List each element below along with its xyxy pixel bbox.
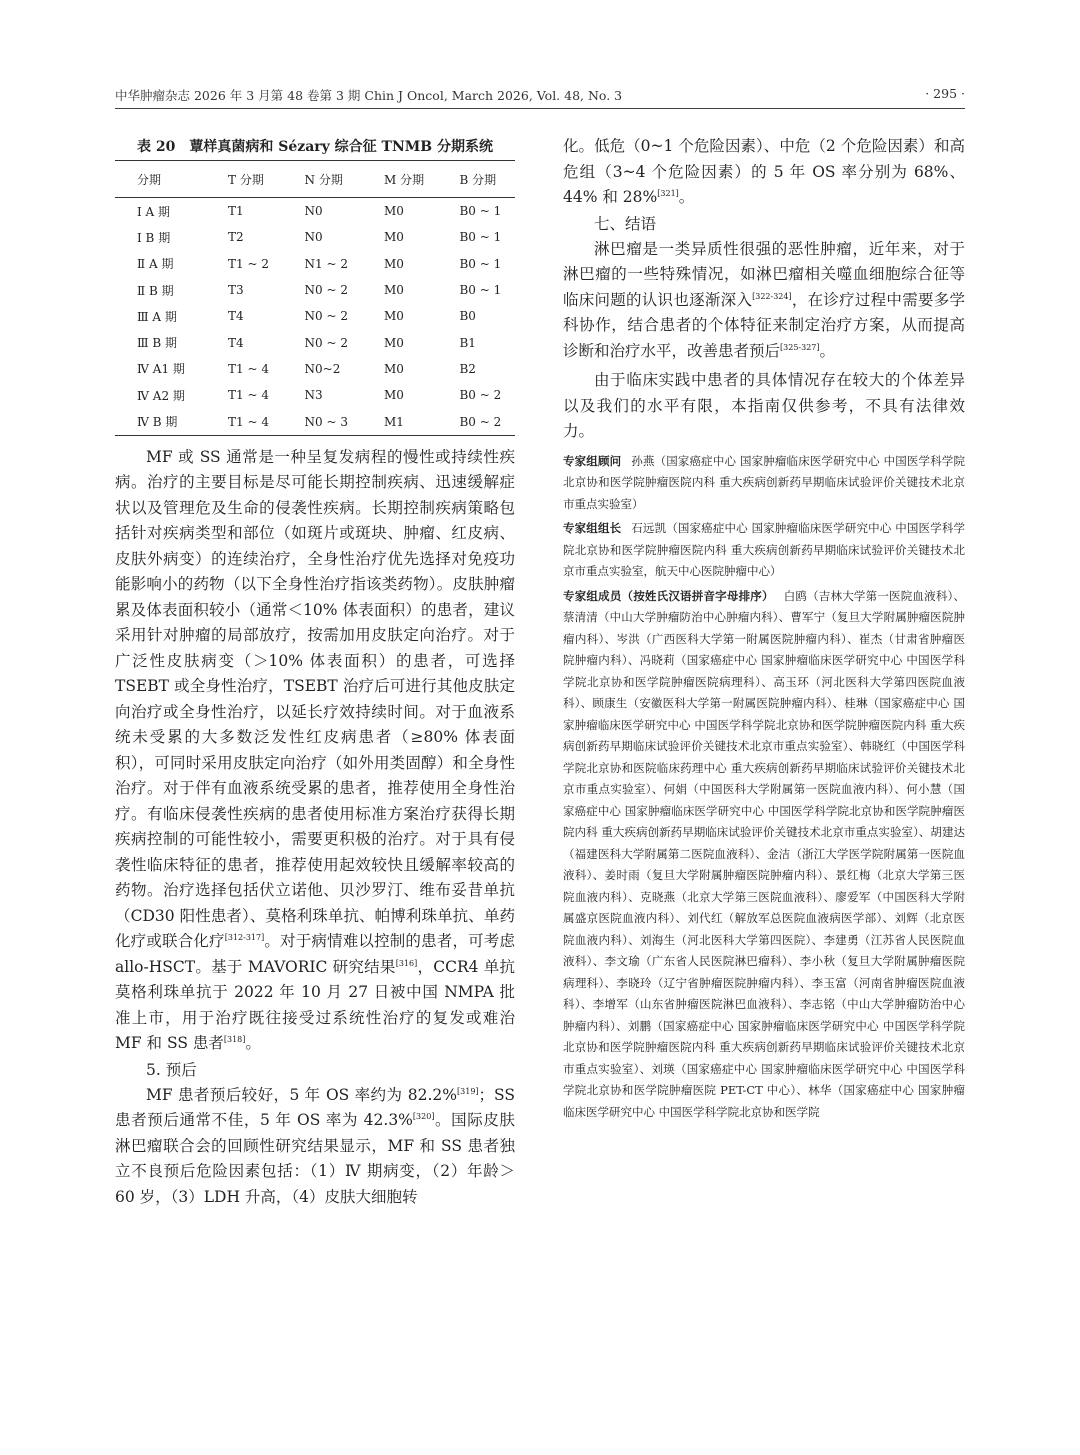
table-cell: N1 ~ 2 [304,256,348,271]
paragraph: MF 患者预后较好，5 年 OS 率约为 82.2%[319]；SS 患者预后通常不佳，5 年 OS 率为 42.3%[320]。国际皮肤淋巴瘤联合会的回顾性研究结果显示，MF 和 SS 患者独立不良预后危险因素包括：（1）Ⅳ 期病变，（2）年龄＞60 岁，（3）LDH 升高，（4）皮肤大细胞转 [115,1085,515,1206]
table-row [115,329,515,355]
table-cell: T2 [228,230,244,245]
expert-members: 专家组成员（按姓氏汉语拼音字母排序） 白鸥（吉林大学第一医院血液科）、蔡清清（中山大学肿瘤防治中心肿瘤内科）、曹军宁（复旦大学附属肿瘤医院肿瘤内科）、岑洪（广西医科大学第一附属医院肿瘤内科）、崔杰（甘肃省肿瘤医院肿瘤内科）、冯晓莉（国家癌症中心 国家肿瘤临床医学研究中心 中国医学科学院北京协和医学院肿瘤医院病理科）、高玉环（河北医科大学第四医院血液科）、顾康生（安徽医科大学第一附属医院肿瘤内科）、桂琳（国家癌症中心 国家肿瘤临床医学研究中心 中国医学科学院北京协和医学院肿瘤医院内科 重大疾病创新药早期临床试验评价关键技术北京市重点实验室）、韩晓红（中国医学科学院北京协和医院临床药理中心 重大疾病创新药早期临床试验评价关键技术北京市重点实验室）、何娟（中国医科大学附属第一医院血液内科）、何小慧（国家癌症中心 国家肿瘤临床医学研究中心 中国医学科学院北京协和医学院肿瘤医院内科 重大疾病创新药早期临床试验评价关键技术北京市重点实验室）、胡建达（福建医科大学附属第二医院血液科）、金洁（浙江大学医学院附属第一医院血液科）、姜时雨（复旦大学附属肿瘤医院肿瘤内科）、景红梅（北京大学第三医院血液内科）、克晓燕（北京大学第三医院血液科）、廖爱军（中国医科大学附属盛京医院血液内科）、刘代红（解放军总医院血液病医学部）、刘辉（北京医院血液内科）、刘海生（河北医科大学第四医院）、李建勇（江苏省人民医院血液科）、李文瑜（广东省人民医院淋巴瘤科）、李小秋（复旦大学附属肿瘤医院病理科）、李晓玲（辽宁省肿瘤医院肿瘤内科）、李玉富（河南省肿瘤医院血液科）、李增军（山东省肿瘤医院淋巴血液科）、李志铭（中山大学肿瘤防治中心肿瘤内科）、刘鹏（国家癌症中心 国家肿瘤临床医学研究中心 中国医学科学院北京协和医学院肿瘤医院内科 重大疾病创新药早期临床试验评价关键技术北京市重点实验室）、刘瑛（国家癌症中心 国家肿瘤临床医学研究中心 中国医学科学院北京协和医学院肿瘤医院 PET-CT 中心）、林华（国家癌症中心 国家肿瘤临床医学研究中心 中国医学科学院北京协和医学院 [563,588,966,1119]
table-cell: T1 [228,204,244,219]
table-title: 蕈样真菌病和 Sézary 综合征 TNMB 分期系统 [189,139,493,155]
table-cell: Ⅲ B 期 [137,336,178,351]
column-header: M 分期 [362,161,437,198]
table-cell: B0 ~ 1 [459,204,502,219]
journal-citation: 中华肿瘤杂志 2026 年 3 月第 48 卷第 3 期 Chin J Oncol, March 2026, Vol. 48, No. 3 [115,88,623,103]
table-row [115,382,515,408]
left-column [115,134,515,1210]
table-row [115,251,515,277]
section-heading: 5. 预后 [146,1060,197,1079]
expert-advisor: 专家组顾问 孙燕（国家癌症中心 国家肿瘤临床医学研究中心 中国医学科学院北京协和医学院肿瘤医院内科 重大疾病创新药早期临床试验评价关键技术北京市重点实验室） [563,453,965,511]
table-cell: Ⅲ A 期 [137,309,177,324]
table-row [115,198,515,225]
table-row [115,408,515,435]
table-cell: M0 [384,309,404,324]
table-cell: M0 [384,230,404,245]
table-cell: T1 ~ 4 [228,414,269,429]
table-body [115,198,515,436]
expert-panel [563,451,965,1124]
paragraph: 由于临床实践中患者的具体情况存在较大的个体差异以及我们的水平有限，本指南仅供参考，不具有法律效力。 [563,371,965,440]
table-cell: M0 [384,388,404,403]
table-row [115,277,515,303]
citation: [322-324] [752,291,792,301]
table-cell: Ⅳ A1 期 [137,362,185,377]
expert-label: 专家组顾问 [563,453,622,468]
table-cell: B0 [459,309,476,324]
table-cell: T3 [228,283,244,298]
table-number: 表 20 [137,139,176,155]
table-cell: M0 [384,335,404,350]
column-header: B 分期 [437,161,515,198]
citation: [318] [223,1035,246,1045]
table-cell: N0 [304,204,323,219]
section-heading: 七、结语 [594,214,657,233]
table-cell: N0 ~ 3 [304,414,348,429]
tnmb-staging-table [115,160,515,436]
citation: [319] [457,1086,479,1096]
table-cell: T4 [228,335,244,350]
table-caption [115,134,515,160]
table-cell: T1 ~ 4 [228,361,269,376]
table-row [115,303,515,329]
table-cell: Ⅰ A 期 [137,204,171,219]
table-cell: N0 ~ 2 [304,335,348,350]
right-column [563,134,965,1123]
expert-label: 专家组组长 [563,521,622,535]
table-row [115,356,515,382]
running-header [115,86,965,109]
paragraph: 化。低危（0~1 个危险因素）、中危（2 个危险因素）和高危组（3~4 个危险因素）的 5 年 OS 率分别为 68%、44% 和 28%[321]。 [563,137,965,206]
table-header-row [115,161,515,198]
table-cell: T1 ~ 2 [228,256,269,271]
table-cell: B0 ~ 1 [459,256,502,271]
table-cell: N0 [304,230,323,245]
table-cell: N0 ~ 2 [304,309,348,324]
table-cell: B1 [459,335,476,350]
citation: [316] [395,958,418,968]
column-header: 分期 [115,161,206,198]
table-cell: B0 ~ 2 [459,414,502,429]
expert-leader: 专家组组长 石远凯（国家癌症中心 国家肿瘤临床医学研究中心 中国医学科学院北京协和医学院肿瘤医院内科 重大疾病创新药早期临床试验评价关键技术北京市重点实验室，航天中心医院肿瘤中心） [563,521,965,578]
table-cell: B0 ~ 2 [459,388,502,403]
table-cell: M0 [384,256,404,271]
table-cell: M1 [384,414,404,429]
table-cell: N0~2 [304,361,341,376]
table-cell: B2 [459,361,476,376]
table-cell: B0 ~ 1 [459,230,502,245]
citation: [312-317] [224,933,265,943]
paragraph: MF 或 SS 通常是一种呈复发病程的慢性或持续性疾病。治疗的主要目标是尽可能长期控制疾病、迅速缓解症状以及管理危及生命的侵袭性疾病。长期控制疾病策略包括针对疾病类型和部位（如斑片或斑块、肿瘤、红皮病、皮肤外病变）的连续治疗，全身性治疗优先选择对免疫功能影响小的药物（以下全身性治疗指该类药物）。皮肤肿瘤累及体表面积较小（通常＜10% 体表面积）的患者，建议采用针对肿瘤的局部放疗，按需加用皮肤定向治疗。对于广泛性皮肤病变（＞10% 体表面积）的患者，可选择 TSEBT 或全身性治疗，TSEBT 治疗后可进行其他皮肤定向治疗或全身性治疗，以延长疗效持续时间。对于血液系统未受累的大多数泛发性红皮病患者（≥80% 体表面积），可同时采用皮肤定向治疗（如外用类固醇）和全身性治疗。对于伴有血液系统受累的患者，推荐使用全身性治疗。有临床侵袭性疾病的患者使用标准方案治疗获得长期疾病控制的可能性较小，需要更积极的治疗。对于具有侵袭性临床特征的患者，推荐使用起效较快且缓解率较高的药物。治疗选择包括伏立诺他、贝沙罗汀、维布妥昔单抗（CD30 阳性患者）、莫格利珠单抗、帕博利珠单抗、单药化疗或联合化疗[312-317]。对于病情难以控制的患者，可考虑 allo-HSCT。基于 MAVORIC 研究结果[316]，CCR4 单抗莫格利珠单抗于 2022 年 10 月 27 日被中国 NMPA 批准上市，用于治疗既往接受过系统性治疗的复发或难治 MF 和 SS 患者[318]。 [115,447,515,1053]
table-cell: T1 ~ 4 [228,388,269,403]
expert-label: 专家组成员（按姓氏汉语拼音字母排序） [563,588,774,603]
table-cell: Ⅱ A 期 [137,257,174,272]
table-cell: Ⅳ A2 期 [137,388,185,403]
column-header: N 分期 [283,161,362,198]
treatment-text [115,445,515,1211]
table-row [115,224,515,250]
table-cell: N0 ~ 2 [304,283,348,298]
page-number: · 295 · [925,86,965,101]
table-cell: M0 [384,204,404,219]
table-cell: Ⅳ B 期 [137,415,178,430]
citation: [320] [412,1112,435,1122]
table-cell: B0 ~ 1 [459,283,502,298]
table-cell: M0 [384,361,404,376]
paragraph: 淋巴瘤是一类异质性很强的恶性肿瘤，近年来，对于淋巴瘤的一些特殊情况，如淋巴瘤相关噬血细胞综合征等临床问题的认识也逐渐深入[322-324]，在诊疗过程中需要多学科协作，结合患者的个体特征来制定治疗方案，从而提高诊断和治疗水平，改善患者预后[325-327]。 [563,239,965,360]
citation: [325-327] [780,342,820,352]
citation: [321] [657,188,679,198]
table-cell: M0 [384,283,404,298]
table-cell: T4 [228,309,244,324]
prognosis-continued [563,134,965,445]
table-cell: Ⅱ B 期 [137,283,174,298]
table-cell: Ⅰ B 期 [137,230,171,245]
column-header: T 分期 [206,161,283,198]
table-cell: N3 [304,388,323,403]
